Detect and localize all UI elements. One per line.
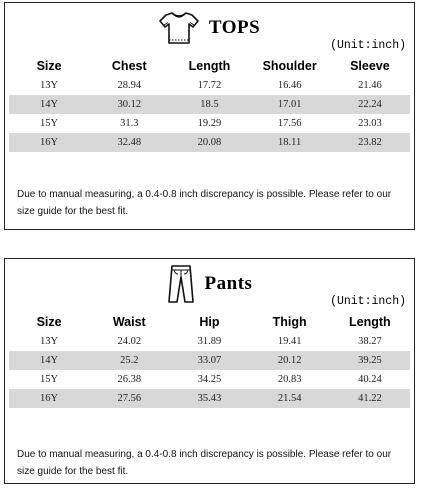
table-cell: 20.08 xyxy=(169,133,249,152)
tops-measurement-note: Due to manual measuring, a 0.4-0.8 inch discrepancy is possible. Please refer to our size guide for the best fit. xyxy=(17,189,392,217)
table-cell: 19.41 xyxy=(277,336,302,347)
pants-measurement-note: Due to manual measuring, a 0.4-0.8 inch discrepancy is possible. Please refer to our size guide for the best fit. xyxy=(17,449,392,477)
table-cell: 14Y xyxy=(9,95,89,114)
table-cell: 18.5 xyxy=(169,95,249,114)
table-cell: 33.07 xyxy=(169,351,249,370)
pants-header-thigh: Thigh xyxy=(272,315,307,329)
table-cell: 16Y xyxy=(9,389,89,408)
table-cell: 19.29 xyxy=(197,118,222,129)
table-cell: 17.56 xyxy=(277,118,302,129)
tops-header-length: Length xyxy=(188,59,231,73)
pants-title: Pants xyxy=(204,273,253,294)
table-cell: 40.24 xyxy=(358,374,382,385)
table-cell: 13Y xyxy=(40,336,59,347)
table-cell: 15Y xyxy=(40,374,59,385)
table-row xyxy=(9,370,410,389)
table-cell: 24.02 xyxy=(117,336,142,347)
table-cell: 39.25 xyxy=(330,351,410,370)
pants-icon xyxy=(167,264,195,304)
table-cell: 23.82 xyxy=(330,133,410,152)
pants-header-length: Length xyxy=(349,315,391,329)
table-cell: 27.56 xyxy=(89,389,169,408)
table-cell: 20.12 xyxy=(250,351,330,370)
table-cell: 13Y xyxy=(40,80,59,91)
table-cell: 34.25 xyxy=(197,374,222,385)
table-cell: 31.3 xyxy=(120,118,139,129)
table-row xyxy=(9,95,410,114)
table-cell: 20.83 xyxy=(277,374,302,385)
tops-size-table xyxy=(9,56,410,152)
pants-header-size: Size xyxy=(36,315,62,329)
table-row xyxy=(9,351,410,370)
tops-header-shoulder: Shoulder xyxy=(262,59,317,73)
table-row xyxy=(9,332,410,351)
table-cell: 14Y xyxy=(9,351,89,370)
tops-header-row xyxy=(9,56,410,76)
tshirt-icon xyxy=(159,10,199,46)
table-cell: 17.01 xyxy=(250,95,330,114)
table-cell: 35.43 xyxy=(169,389,249,408)
pants-header-hip: Hip xyxy=(199,315,220,329)
table-cell: 41.22 xyxy=(330,389,410,408)
table-row xyxy=(9,133,410,152)
table-cell: 16.46 xyxy=(277,80,302,91)
tops-header-sleeve: Sleeve xyxy=(350,59,390,73)
table-cell: 25.2 xyxy=(89,351,169,370)
table-cell: 26.38 xyxy=(117,374,142,385)
table-cell: 21.54 xyxy=(250,389,330,408)
pants-unit-label: (Unit:inch) xyxy=(330,295,406,308)
table-cell: 28.94 xyxy=(117,80,142,91)
table-cell: 16Y xyxy=(9,133,89,152)
pants-size-card xyxy=(4,258,415,484)
table-cell: 18.11 xyxy=(250,133,330,152)
table-row xyxy=(9,76,410,95)
table-cell: 30.12 xyxy=(89,95,169,114)
tops-header-chest: Chest xyxy=(111,59,147,73)
table-cell: 32.48 xyxy=(89,133,169,152)
tops-size-card xyxy=(4,2,415,230)
table-row xyxy=(9,389,410,408)
table-cell: 21.46 xyxy=(358,80,382,91)
pants-header-row xyxy=(9,312,410,332)
table-cell: 22.24 xyxy=(330,95,410,114)
tops-header-size: Size xyxy=(36,59,62,73)
table-row xyxy=(9,114,410,133)
pants-size-table xyxy=(9,312,410,408)
table-cell: 17.72 xyxy=(197,80,222,91)
tops-unit-label: (Unit:inch) xyxy=(330,39,406,52)
table-cell: 31.89 xyxy=(197,336,222,347)
pants-header-waist: Waist xyxy=(112,315,146,329)
tops-title: TOPS xyxy=(208,17,261,38)
table-cell: 15Y xyxy=(40,118,59,129)
table-cell: 23.03 xyxy=(358,118,382,129)
table-cell: 38.27 xyxy=(358,336,382,347)
